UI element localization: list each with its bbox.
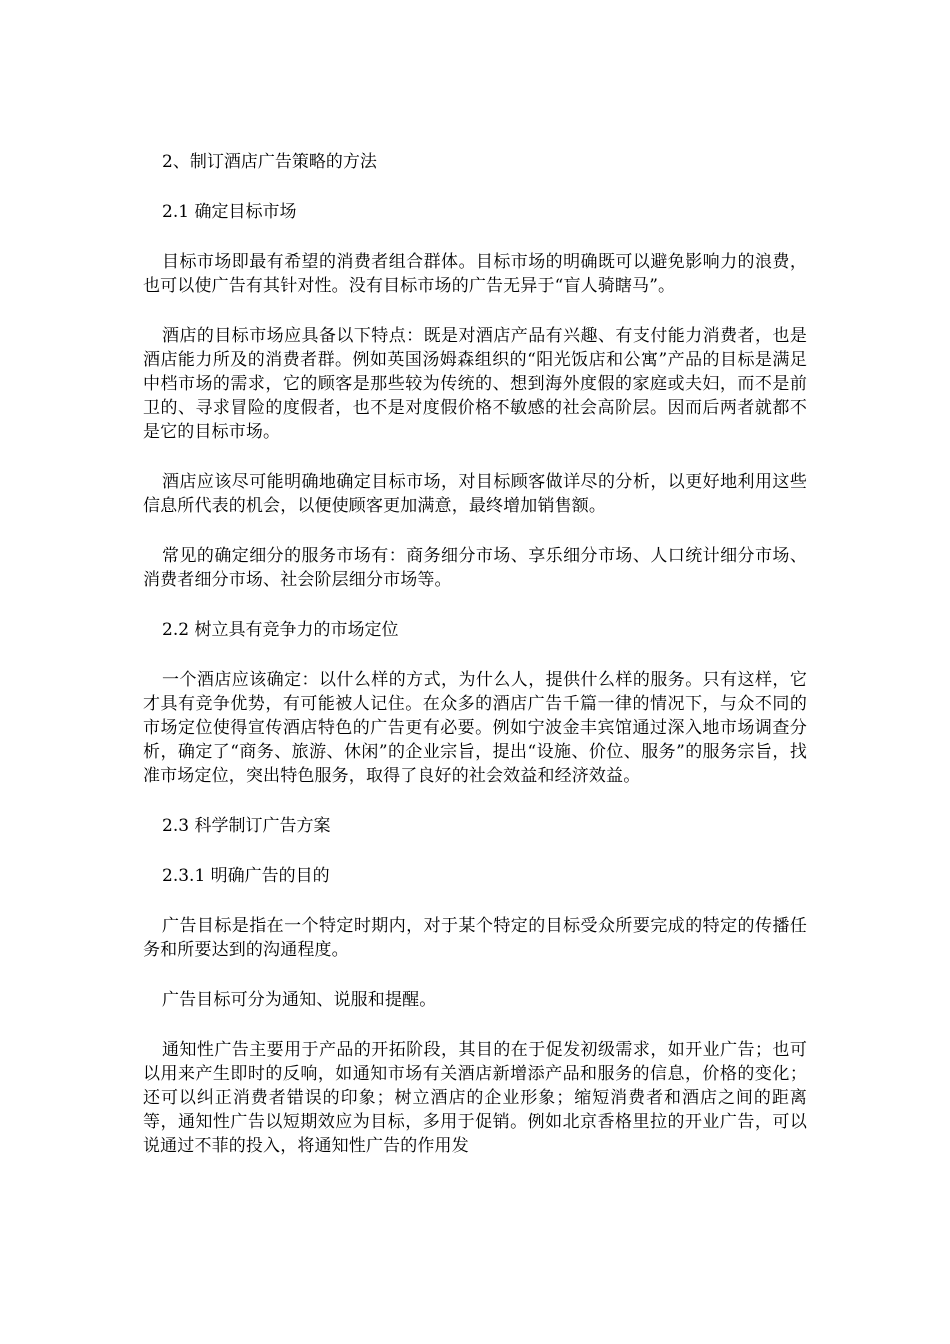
section-heading-2-2: 2.2 树立具有竞争力的市场定位: [162, 620, 399, 640]
paragraph-informative-ads: 通知性广告主要用于产品的开拓阶段，其目的在于促发初级需求，如开业广告；也可以用来产生即时的反响，如通知市场有关酒店新增添产品和服务的信息，价格的变化；还可以纠正消费者错误的印象；树立酒店的企业形象；缩短消费者和酒店之间的距离等，通知性广告以短期效应为目标，多用于促销。例如北京香格里拉的开业广告，可以说通过不菲的投入，将通知性广告的作用发: [143, 1040, 807, 1156]
paragraph-target-market-analysis: 酒店应该尽可能明确地确定目标市场，对目标顾客做详尽的分析，以更好地利用这些信息所代表的机会，以便使顾客更加满意，最终增加销售额。: [143, 472, 807, 516]
paragraph-target-market-definition: 目标市场即最有希望的消费者组合群体。目标市场的明确既可以避免影响力的浪费，也可以使广告有其针对性。没有目标市场的广告无异于“盲人骑瞎马”。: [143, 252, 807, 296]
paragraph-ad-goal-types: 广告目标可分为通知、说服和提醒。: [162, 990, 437, 1010]
paragraph-ad-goal-definition: 广告目标是指在一个特定时期内，对于某个特定的目标受众所要完成的特定的传播任务和所要达到的沟通程度。: [143, 916, 807, 960]
section-heading-2-3-1: 2.3.1 明确广告的目的: [162, 866, 330, 886]
section-heading-2-1: 2.1 确定目标市场: [162, 202, 297, 222]
paragraph-market-segments: 常见的确定细分的服务市场有：商务细分市场、享乐细分市场、人口统计细分市场、消费者细分市场、社会阶层细分市场等。: [143, 546, 807, 590]
section-heading-2: 2、制订酒店广告策略的方法: [162, 152, 377, 172]
document-body: [143, 150, 807, 1158]
section-heading-2-3: 2.3 科学制订广告方案: [162, 816, 331, 836]
paragraph-target-market-features: 酒店的目标市场应具备以下特点：既是对酒店产品有兴趣、有支付能力消费者，也是酒店能力所及的消费者群。例如英国汤姆森组织的“阳光饭店和公寓”产品的目标是满足中档市场的需求，它的顾客是那些较为传统的、想到海外度假的家庭或夫妇，而不是前卫的、寻求冒险的度假者，也不是对度假价格不敏感的社会高阶层。因而后两者就都不是它的目标市场。: [143, 326, 807, 442]
paragraph-market-positioning: 一个酒店应该确定：以什么样的方式，为什么人，提供什么样的服务。只有这样，它才具有竞争优势，有可能被人记住。在众多的酒店广告千篇一律的情况下，与众不同的市场定位使得宣传酒店特色的广告更有必要。例如宁波金丰宾馆通过深入地市场调查分析，确定了“商务、旅游、休闲”的企业宗旨，提出“设施、价位、服务”的服务宗旨，找准市场定位，突出特色服务，取得了良好的社会效益和经济效益。: [143, 670, 807, 786]
